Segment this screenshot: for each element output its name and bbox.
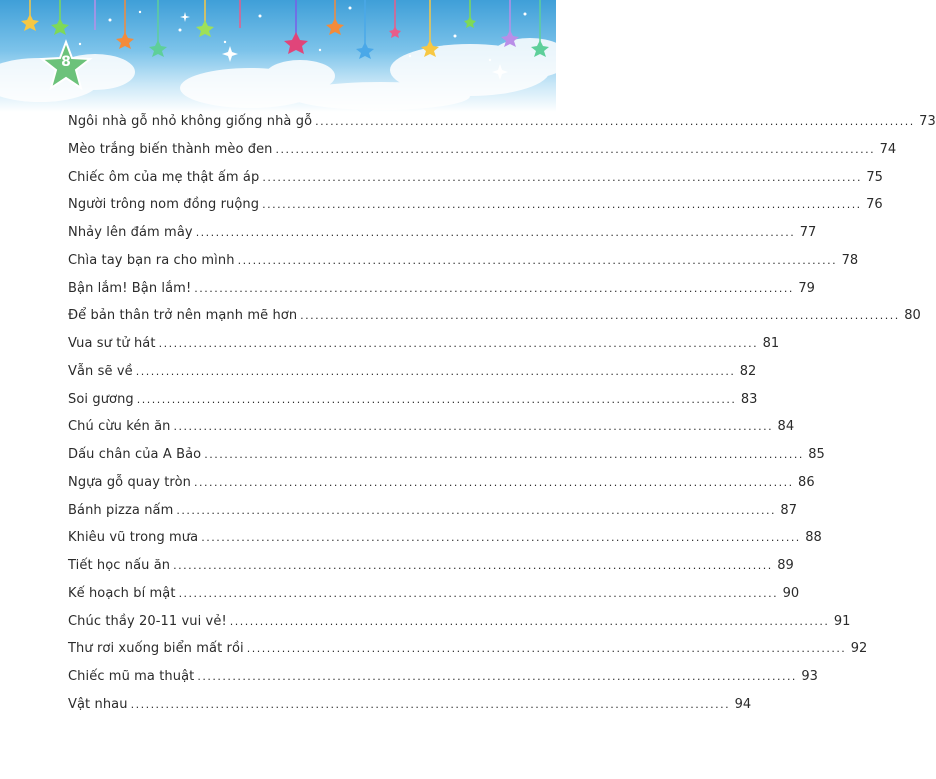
toc-entry [68,391,758,420]
toc-entry [68,696,752,725]
toc-entry-title: Bánh pizza nấm [68,502,174,518]
dot-leader: ........................................................................................................................ [195,226,796,239]
toc-entry [68,114,936,142]
toc-entry [68,585,800,614]
toc-entry [68,141,897,170]
toc-entry [68,197,883,225]
toc-entry-page: 87 [780,502,797,518]
toc-entry-page: 92 [850,641,868,657]
toc-entry-title: Mèo trắng biến thành mèo đen [68,141,273,157]
hanging-stars [30,0,540,46]
dot-leader: ........................................................................................................................ [178,586,779,600]
toc-entry-page: 73 [919,114,936,129]
toc-entry [68,419,795,447]
dot-leader: ........................................................................................................................ [158,337,759,350]
toc-entry [68,613,851,642]
toc-entry-page: 89 [777,558,794,573]
toc-entry-page: 74 [879,141,897,157]
toc-entry-page: 94 [734,696,752,712]
toc-entry [68,336,780,364]
toc-entry-title: Để bản thân trở nên mạnh mẽ hơn [68,308,298,324]
dot-leader: ........................................................................................................................ [262,170,862,184]
page-number-badge [40,40,92,92]
dot-leader: ........................................................................................................................ [204,448,804,461]
toc-entry [68,225,817,253]
dot-leader: ........................................................................................................................ [300,309,900,323]
toc-entry [68,502,797,531]
toc-entry [68,669,818,697]
dot-leader: ........................................................................................................................ [176,503,776,517]
toc-entry-page: 84 [777,419,795,435]
toc-entry-title: Vua sư tử hát [68,336,156,351]
toc-entry-title: Ngôi nhà gỗ nhỏ không giống nhà gỗ [68,114,313,129]
dot-leader: ........................................................................................................................ [135,364,736,378]
page-number: 8 [61,54,71,70]
dot-leader: ........................................................................................................................ [194,281,794,295]
toc-entry [68,447,825,475]
toc-entry-page: 88 [805,530,822,546]
toc-entry [68,530,822,558]
toc-entry-page: 93 [801,669,818,684]
toc-entry-title: Ngựa gỗ quay tròn [68,474,191,490]
toc-entry-page: 81 [762,336,780,351]
dot-leader: ........................................................................................................................ [246,642,847,656]
toc-entry [68,641,868,669]
dot-leader: ........................................................................................................................ [262,198,862,212]
table-of-contents [68,114,936,725]
toc-entry-page: 91 [833,613,851,629]
toc-entry-title: Dấu chân của A Bảo [68,447,202,462]
toc-entry-page: 79 [798,280,815,296]
toc-entry-page: 86 [798,474,815,490]
toc-entry-title: Nhảy lên đám mây [68,225,193,240]
toc-entry-title: Chiếc ôm của mẹ thật ấm áp [68,169,260,185]
toc-entry-page: 77 [799,225,817,240]
toc-entry [68,363,757,392]
dot-leader: ........................................................................................................................ [315,115,915,128]
toc-entry-title: Thư rơi xuống biển mất rồi [68,641,244,657]
toc-entry-title: Soi gương [68,391,134,407]
toc-entry [68,308,921,336]
toc-entry-page: 82 [739,363,757,379]
toc-entry-title: Bận lắm! Bận lắm! [68,280,192,296]
toc-entry-page: 80 [904,308,921,324]
toc-entry-title: Chúc thầy 20-11 vui vẻ! [68,613,227,629]
toc-entry-title: Khiêu vũ trong mưa [68,530,199,546]
header-banner [0,0,556,112]
dot-leader: ........................................................................................................................ [130,697,731,711]
toc-entry [68,252,859,281]
toc-entry-page: 83 [740,391,758,407]
toc-entry [68,474,815,503]
toc-entry-page: 90 [782,585,800,601]
toc-entry-title: Vẫn sẽ về [68,363,133,379]
toc-entry-title: Chìa tay bạn ra cho mình [68,252,235,268]
toc-entry-page: 75 [866,169,883,185]
toc-entry-title: Người trông nom đồng ruộng [68,197,260,213]
toc-entry-title: Vật nhau [68,696,128,712]
dot-leader: ........................................................................................................................ [173,420,774,434]
toc-entry-page: 76 [866,197,883,213]
dot-leader: ........................................................................................................................ [136,392,737,406]
toc-entry-title: Tiết học nấu ăn [68,558,171,573]
dot-leader: ........................................................................................................................ [201,531,801,545]
toc-entry [68,558,794,586]
toc-entry-title: Chú cừu kén ăn [68,419,171,435]
dot-leader: ........................................................................................................................ [173,559,773,572]
toc-entry-page: 85 [808,447,825,462]
toc-entry-title: Chiếc mũ ma thuật [68,669,195,684]
dot-leader: ........................................................................................................................ [229,614,830,628]
dot-leader: ........................................................................................................................ [197,670,797,683]
toc-entry-page: 78 [841,252,859,268]
toc-entry [68,169,883,198]
toc-entry [68,280,815,309]
dot-leader: ........................................................................................................................ [237,253,838,267]
dot-leader: ........................................................................................................................ [275,142,876,156]
dot-leader: ........................................................................................................................ [194,475,794,489]
toc-entry-title: Kế hoạch bí mật [68,585,176,601]
